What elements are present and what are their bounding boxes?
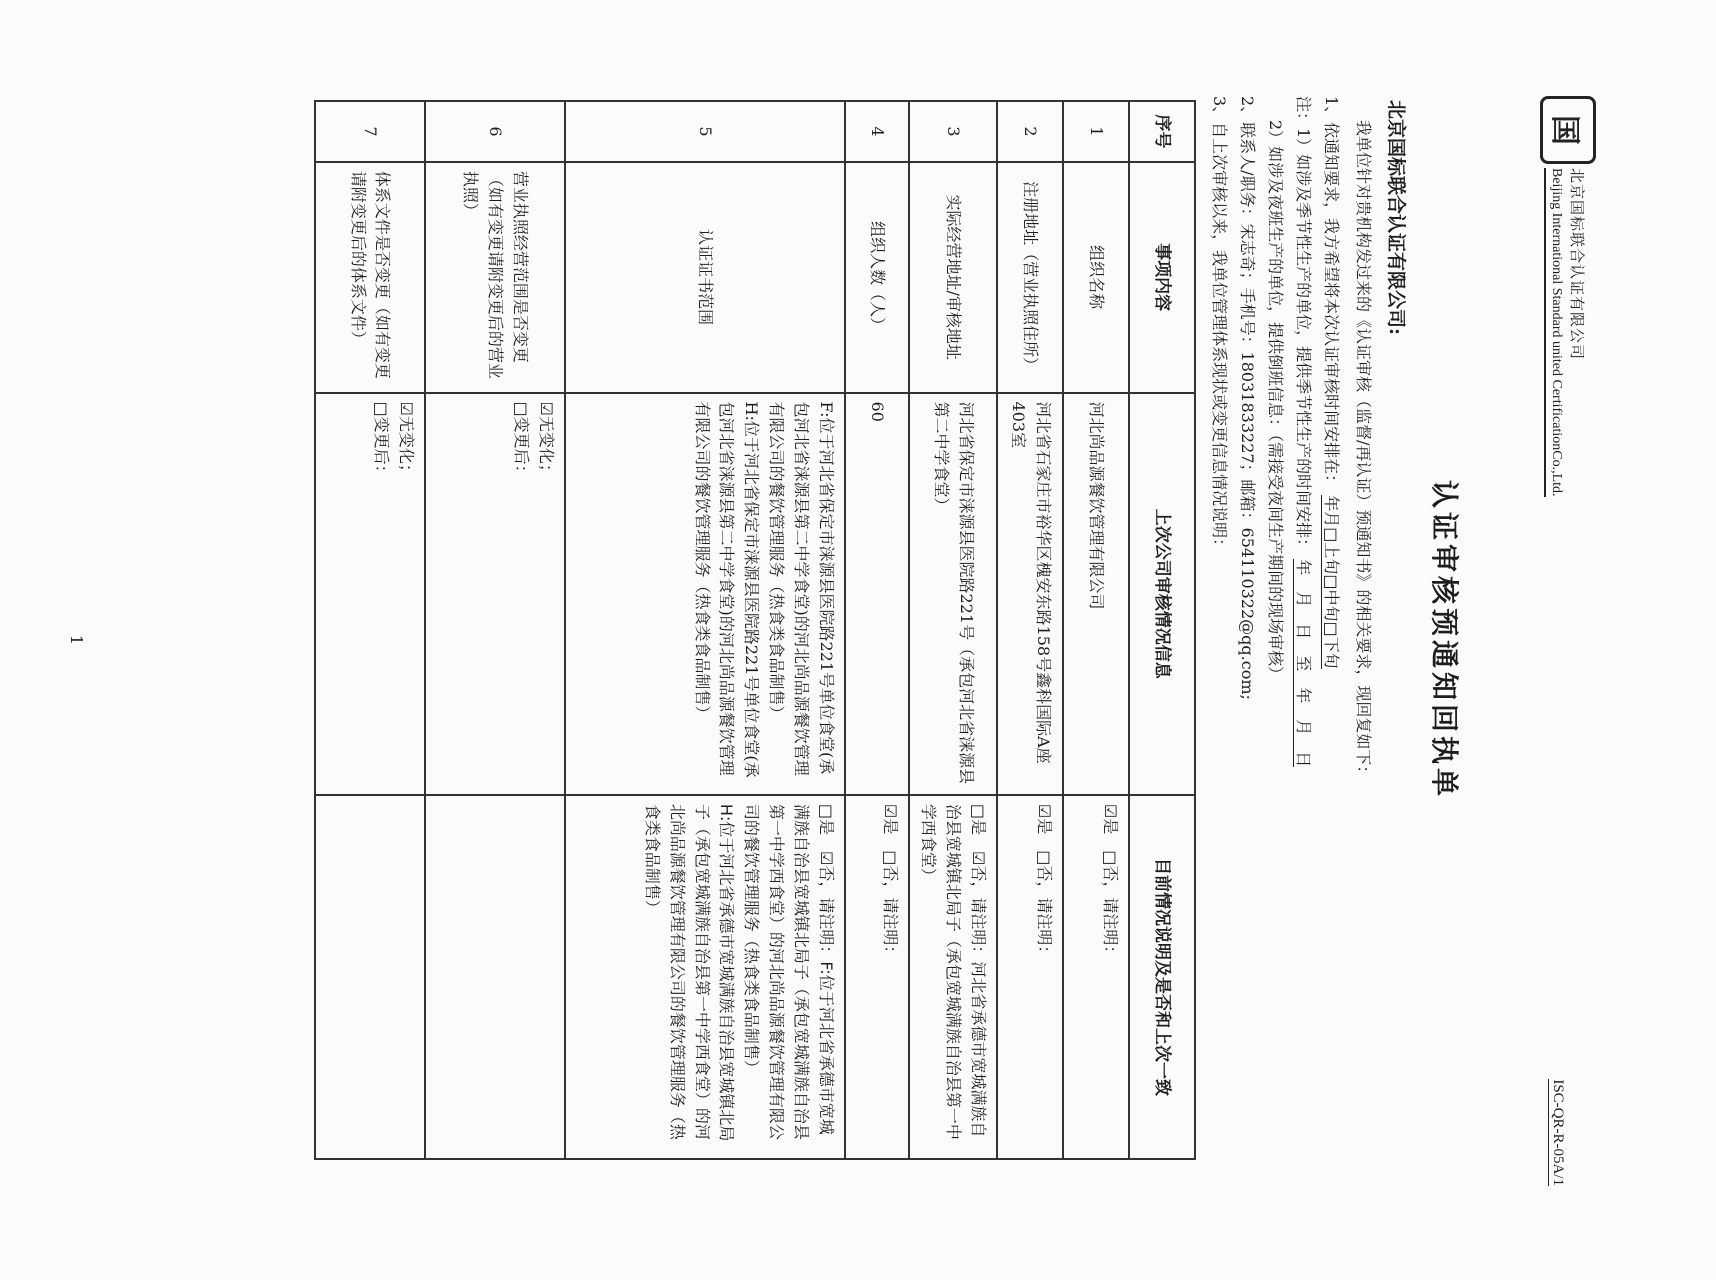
cell-no: 1: [1063, 101, 1129, 162]
header-last-audit: 上次公司审核情况信息: [1129, 393, 1195, 795]
table-row: [315, 101, 425, 1159]
note-1: [1293, 96, 1316, 767]
table-row: [909, 101, 997, 1159]
cell-no: 4: [845, 101, 909, 162]
item-1-choice: 年月□上旬□中旬□下旬: [1322, 495, 1341, 669]
document-code: ISC-QR-R-05A/1: [1550, 1079, 1566, 1186]
cell-last: 河北省保定市涞源县医院路221号（承包河北省涞源县第二中学食堂）: [909, 393, 997, 795]
note-1-text: 注：1）如涉及季节性生产的单位，提供季节性生产的时间安排：: [1294, 96, 1313, 555]
cell-item: 体系文件是否变更（如有变更请附变更后的体系文件）: [315, 162, 425, 393]
page-number: 1: [67, 634, 86, 646]
table-row: [845, 101, 909, 1159]
cell-last: ☑无变化； □变更后：: [425, 393, 565, 795]
cell-no: 2: [997, 101, 1063, 162]
cell-current: [315, 795, 425, 1159]
table-row: [565, 101, 845, 1159]
table-row: [425, 101, 565, 1159]
company-name-cn: 北京国标联合认证有限公司: [1568, 168, 1586, 361]
cell-last: F:位于河北省保定市涞源县医院路221号单位食堂(承包河北省涞源县第二中学食堂)的河北尚品源餐饮管理有限公司的餐饮管理服务（热食类食品制售） H:位于河北省保定市涞源县医院路221号单位食堂(承包河北省涞源县第二中学食堂)的河北尚品源餐饮管理有限公司的餐饮管理服务（热食类食品制售）: [565, 393, 845, 795]
item-2-contact: 2、联系人/职务：宋志奇；手机号：18031833227；邮箱：654110322@qq.com;: [1238, 96, 1257, 700]
note-2: 2）如涉及夜班生产的单位，提供倒班信息：（需接受夜间生产期间的现场审核）: [1266, 120, 1285, 683]
table-row: [1063, 101, 1129, 1159]
addressee: 北京国标联合认证有限公司:: [1385, 100, 1407, 336]
info-table: [314, 100, 1196, 1160]
cell-item: 营业执照经营范围是否变更（如有变更请附变更后的营业执照）: [425, 162, 565, 393]
cell-no: 6: [425, 101, 565, 162]
cell-current: ☑是 □否，请注明：: [1063, 795, 1129, 1159]
cell-current: □是 ☑否，请注明：F:位于河北省承德市宽城满族自治县宽城镇北局子（承包宽城满族自治县第一中学西食堂）的河北尚品源餐饮管理有限公司的餐饮管理服务（热食类食品制售） H:位于河北省承德市宽城满族自治县宽城镇北局子（承包宽城满族自治县第一中学西食堂）的河北尚品源餐饮管理有限公司的餐饮管理服务（热食类食品制售）: [565, 795, 845, 1159]
item-3-status: 3、自上次审核以来，我单位管理体系现状或变更信息情况说明：: [1210, 96, 1229, 555]
table-header-row: [1129, 101, 1195, 1159]
letterhead: [1532, 96, 1596, 1186]
cell-current: ☑是 □否，请注明：: [997, 795, 1063, 1159]
cell-item: 认证证书范围: [565, 162, 845, 393]
cell-current: [425, 795, 565, 1159]
cell-last: 60: [845, 393, 909, 795]
cell-current: □是 ☑否，请注明：河北省承德市宽城满族自治县宽城镇北局子（承包宽城满族自治县第一中学西食堂）: [909, 795, 997, 1159]
intro-text: 我单位针对贵机构发过来的《认证审核（监督/再认证）预通知书》的相关要求，现回复如下：: [1354, 120, 1373, 782]
cell-no: 7: [315, 101, 425, 162]
header-no: 序号: [1129, 101, 1195, 162]
note-1-range: 年 月 日 至 年 月 日: [1294, 559, 1313, 768]
cell-item: 注册地址（营业执照住所）: [997, 162, 1063, 393]
company-name-en: Beijing International Standard united CertificationCo.,Ltd.: [1544, 168, 1564, 497]
cell-item: 组织人数（人）: [845, 162, 909, 393]
header-item: 事项内容: [1129, 162, 1195, 393]
cell-current: ☑是 □否，请注明：: [845, 795, 909, 1159]
cell-last: 河北尚品源餐饮管理有限公司: [1063, 393, 1129, 795]
company-logo: 国: [1540, 96, 1596, 164]
cell-last: 河北省石家庄市裕华区槐安东路158号鑫科国际A座403室: [997, 393, 1063, 795]
item-1-schedule: [1321, 96, 1344, 669]
cell-item: 组织名称: [1063, 162, 1129, 393]
item-1-text: 1、依通知要求，我方希望将本次认证审核时间安排在：: [1322, 96, 1341, 491]
cell-item: 实际经营地址/审核地址: [909, 162, 997, 393]
cell-no: 5: [565, 101, 845, 162]
cell-last: ☑无变化； □变更后：: [315, 393, 425, 795]
cell-no: 3: [909, 101, 997, 162]
document-title: 认证审核预通知回执单: [1428, 479, 1461, 800]
table-row: [997, 101, 1063, 1159]
header-current: 目前情况说明及是否和上次一致: [1129, 795, 1195, 1159]
